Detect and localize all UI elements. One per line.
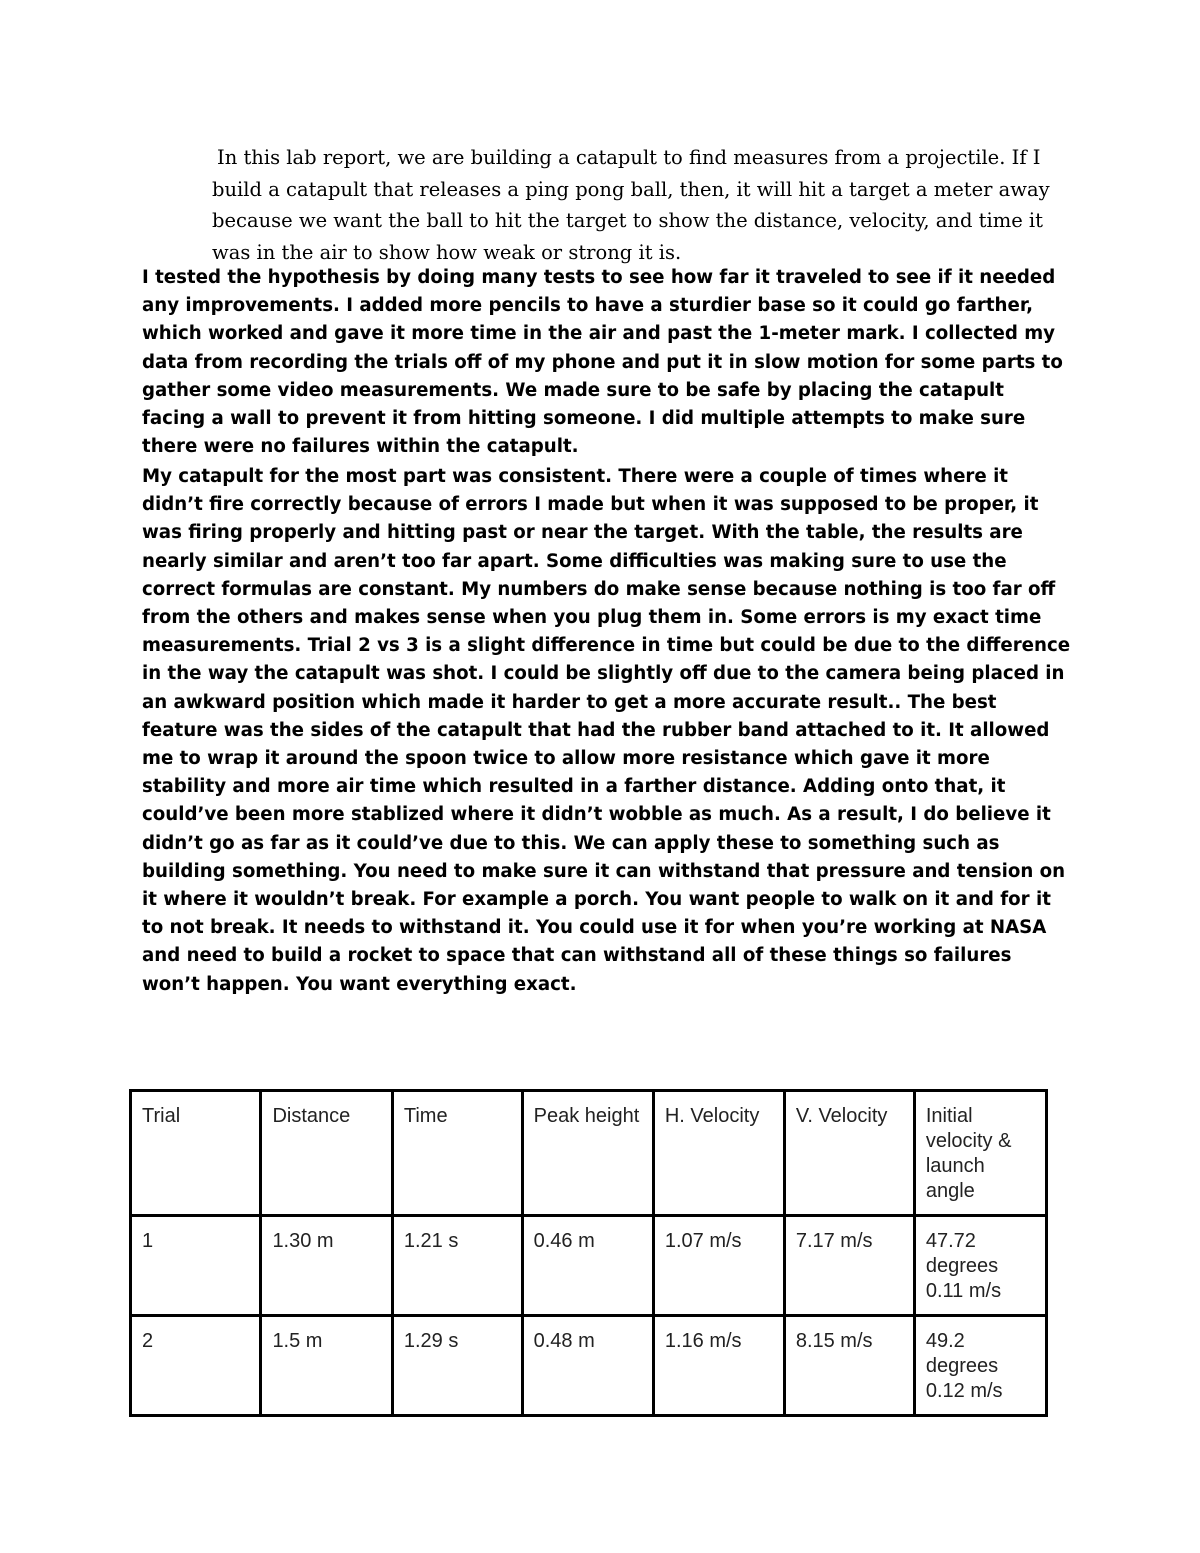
table-header-row [131, 1091, 1047, 1216]
initial-velocity-value: 0.12 m/s [925, 1380, 1003, 1402]
header-v-velocity: V. Velocity [784, 1091, 914, 1216]
cell-trial: 2 [131, 1316, 261, 1416]
intro-paragraph: In this lab report, we are building a catapult to find measures from a projectile. If I build a catapult that releases a ping pong ball, then, it will hit a target a meter away because we want the ball to hit the target to show the distance, velocity, and time it was in the air to show how weak or strong it is. [212, 146, 1050, 264]
cell-time: 1.21 s [392, 1216, 522, 1316]
header-trial: Trial [131, 1091, 261, 1216]
cell-distance: 1.30 m [261, 1216, 392, 1316]
cell-h-velocity: 1.07 m/s [653, 1216, 784, 1316]
method-paragraph: I tested the hypothesis by doing many tests to see how far it traveled to see if it needed any improvements. I added more pencils to have a sturdier base so it could go farther, which worked and gave it more time in the air and past the 1-meter mark. I collected my data from recording the trials off of my phone and put it in slow motion for some parts to gather some video measurements. We made sure to be safe by placing the catapult facing a wall to prevent it from hitting someone. I did multiple attempts to make sure there were no failures within the catapult. [142, 267, 1063, 458]
header-h-velocity: H. Velocity [653, 1091, 784, 1216]
table-row [131, 1216, 1047, 1316]
header-initial-velocity-angle: Initial velocity & launch angle [914, 1091, 1046, 1216]
cell-distance: 1.5 m [261, 1316, 392, 1416]
analysis-paragraph: My catapult for the most part was consistent. There were a couple of times where it didn’t fire correctly because of errors I made but when it was supposed to be proper, it was firing properly and hitting past or near the target. With the table, the results are nearly similar and aren’t too far apart. Some difficulties was making sure to use the correct formulas are constant. My numbers do make sense because nothing is too far off from the others and makes sense when you plug them in. Some errors is my exact time measurements. Trial 2 vs 3 is a slight difference in time but could be due to the difference in the way the catapult was shot. I could be slightly off due to the camera being placed in an awkward position which made it harder to get a more accurate result.. The best feature was the sides of the catapult that had the rubber band attached to it. It allowed me to wrap it around the spoon twice to allow more resistance which gave it more stability and more air time which resulted in a farther distance. Adding onto that, it could’ve been more stablized where it didn’t wobble as much. As a result, I do believe it didn’t go as far as it could’ve due to this. We can apply these to something such as building something. You need to make sure it can withstand that pressure and tension on it where it wouldn’t break. For example a porch. You want people to walk on it and for it to not break. It needs to withstand it. You could use it for when you’re working at NASA and need to build a rocket to space that can withstand all of these things so failures won’t happen. You want everything exact. [142, 466, 1071, 995]
cell-v-velocity: 8.15 m/s [784, 1316, 914, 1416]
cell-v-velocity: 7.17 m/s [784, 1216, 914, 1316]
cell-initial-velocity-angle [914, 1216, 1046, 1316]
launch-angle-value: 49.2 degrees [925, 1330, 999, 1377]
table-row [131, 1316, 1047, 1416]
header-peak-height: Peak height [522, 1091, 653, 1216]
header-distance: Distance [261, 1091, 392, 1216]
cell-peak-height: 0.48 m [522, 1316, 653, 1416]
cell-trial: 1 [131, 1216, 261, 1316]
results-table [129, 1089, 1048, 1417]
initial-velocity-value: 0.11 m/s [925, 1280, 1002, 1302]
header-time: Time [392, 1091, 522, 1216]
cell-h-velocity: 1.16 m/s [653, 1316, 784, 1416]
launch-angle-value: 47.72 degrees [925, 1230, 999, 1277]
cell-initial-velocity-angle [914, 1316, 1046, 1416]
cell-peak-height: 0.46 m [522, 1216, 653, 1316]
cell-time: 1.29 s [392, 1316, 522, 1416]
